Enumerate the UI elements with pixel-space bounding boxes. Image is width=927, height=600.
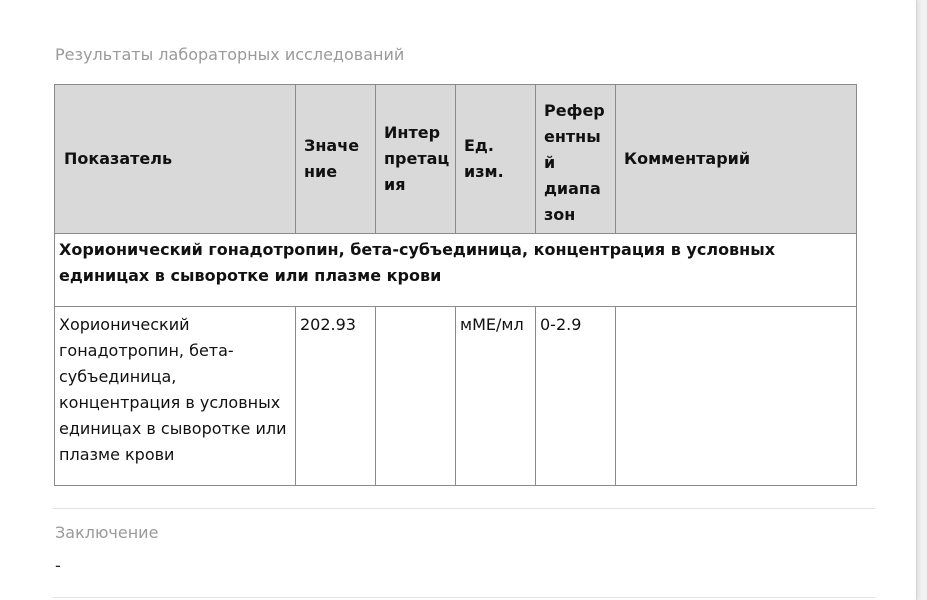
cell-unit: мМЕ/мл: [456, 307, 536, 486]
section-divider: [53, 597, 875, 598]
header-interpretation: Интер претац ия: [376, 85, 456, 234]
section-divider: [53, 508, 875, 509]
header-reference-range: Рефер ентны й диапа зон: [536, 85, 616, 234]
table-group-row: [55, 234, 857, 307]
lab-results-table: [54, 84, 857, 486]
cell-value: 202.93: [296, 307, 376, 486]
group-title: Хорионический гонадотропин, бета-субъединица, концентрация в условных единицах в сыворотке или плазме крови: [55, 234, 857, 307]
header-unit: Ед. изм.: [456, 85, 536, 234]
table-header-row: [55, 85, 857, 234]
cell-reference-range: 0-2.9: [536, 307, 616, 486]
conclusion-section-title: Заключение: [55, 523, 159, 542]
cell-interpretation: [376, 307, 456, 486]
conclusion-text: -: [55, 556, 61, 575]
header-parameter: Показатель: [55, 85, 296, 234]
table-row: [55, 307, 857, 486]
header-value: Значе ние: [296, 85, 376, 234]
cell-parameter: Хорионический гонадотропин, бета-субъединица, концентрация в условных единицах в сыворотке или плазме крови: [55, 307, 296, 486]
header-comment: Комментарий: [616, 85, 857, 234]
cell-comment: [616, 307, 857, 486]
results-section-title: Результаты лабораторных исследований: [55, 45, 405, 64]
